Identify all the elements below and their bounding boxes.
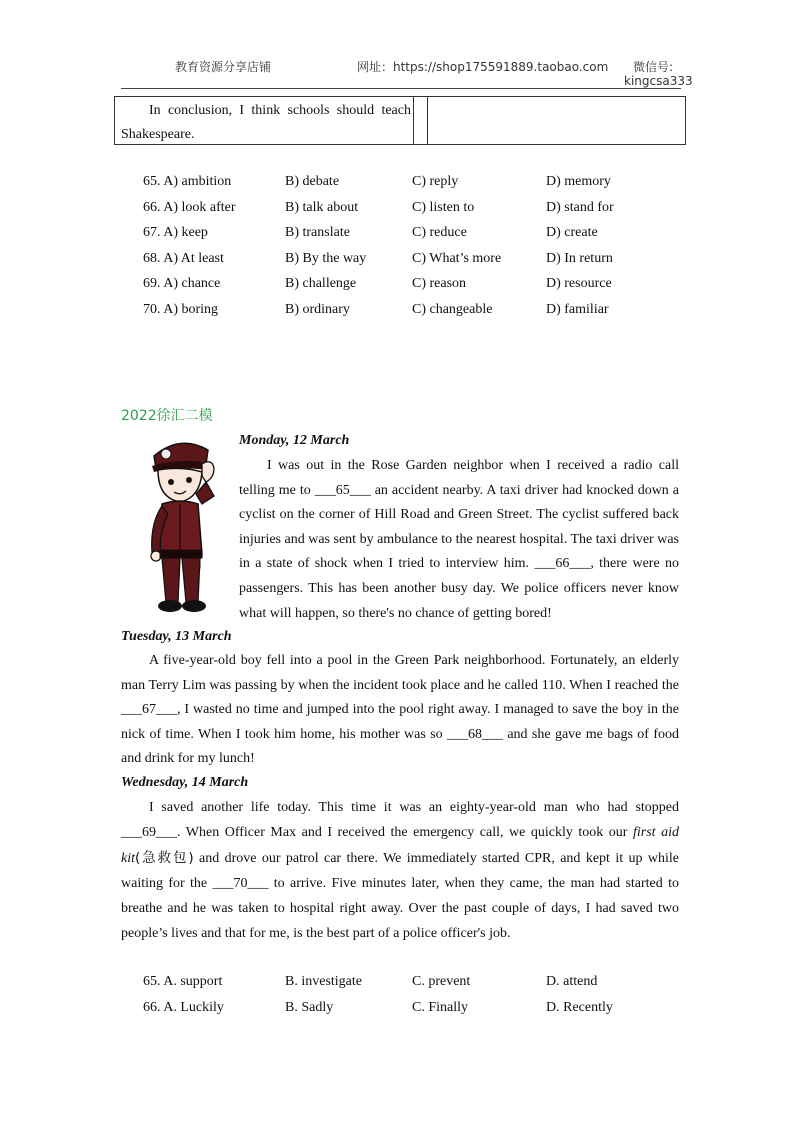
paragraph-tuesday: A five-year-old boy fell into a pool in the Green Park neighborhood. Fortunately, an elderly man Terry Lim was passing by when the incident took place and he called 110. When I reached the ___67___, I wasted no time and jumped into the pool right away. I managed to save the boy in the nick of time. When I took him home, his mother was so ___68___ and she gave me bags of food and drink for my lunch! [121, 653, 679, 767]
wechat-label: 微信号: [633, 60, 674, 74]
first-aid-kit-term: first aid kit [121, 825, 679, 866]
wechat-id: kingcsa333 [624, 74, 693, 88]
shop-name: 教育资源分享店铺 [175, 60, 272, 74]
table-cell-text [115, 97, 414, 144]
day-heading-monday: Monday, 12 March [239, 433, 350, 448]
essay-table [114, 96, 686, 145]
header-divider [121, 88, 681, 89]
paragraph-wednesday: I saved another life today. This time it was an eighty-year-old man who had stopped ___69___. When Officer Max and I received the emergency call, we quickly took our first aid kit(急救包) and drove our patrol car there. We immediately started CPR, and kept it up while waiting for the ___70___ to arrive. Five minutes later, when they came, the man had started to breathe and he was taken to hospital right away. Over the past couple of days, I had saved two people’s lives and that for me, is the best part of a police officer's job. [121, 800, 679, 942]
day-heading-tuesday: Tuesday, 13 March [121, 629, 232, 644]
table-conclusion-text: In conclusion, I think schools should teach Shakespeare. [121, 103, 411, 142]
shop-url: 网址：https://shop175591889.taobao.com [357, 60, 609, 74]
day-heading-wednesday: Wednesday, 14 March [121, 775, 249, 790]
paragraph-monday: I was out in the Rose Garden neighbor when I received a radio call telling me to ___65___ an accident nearby. A taxi driver had knocked down a cyclist on the corner of Hill Road and Green Street. The cyclist suffered back injuries and was sent by ambulance to the nearest hospital. The taxi driver was in a state of shock when I tried to interview him. ___66___, there were no passengers. This has been another busy day. We police officers never know what will happen, so there's no chance of getting bored! [239, 458, 679, 621]
section-title: 2022徐汇二模 [121, 408, 213, 424]
first-aid-kit-chinese: (急救包) [135, 849, 194, 866]
police-officer-illustration [132, 434, 228, 616]
table-cell-narrow [413, 97, 428, 144]
